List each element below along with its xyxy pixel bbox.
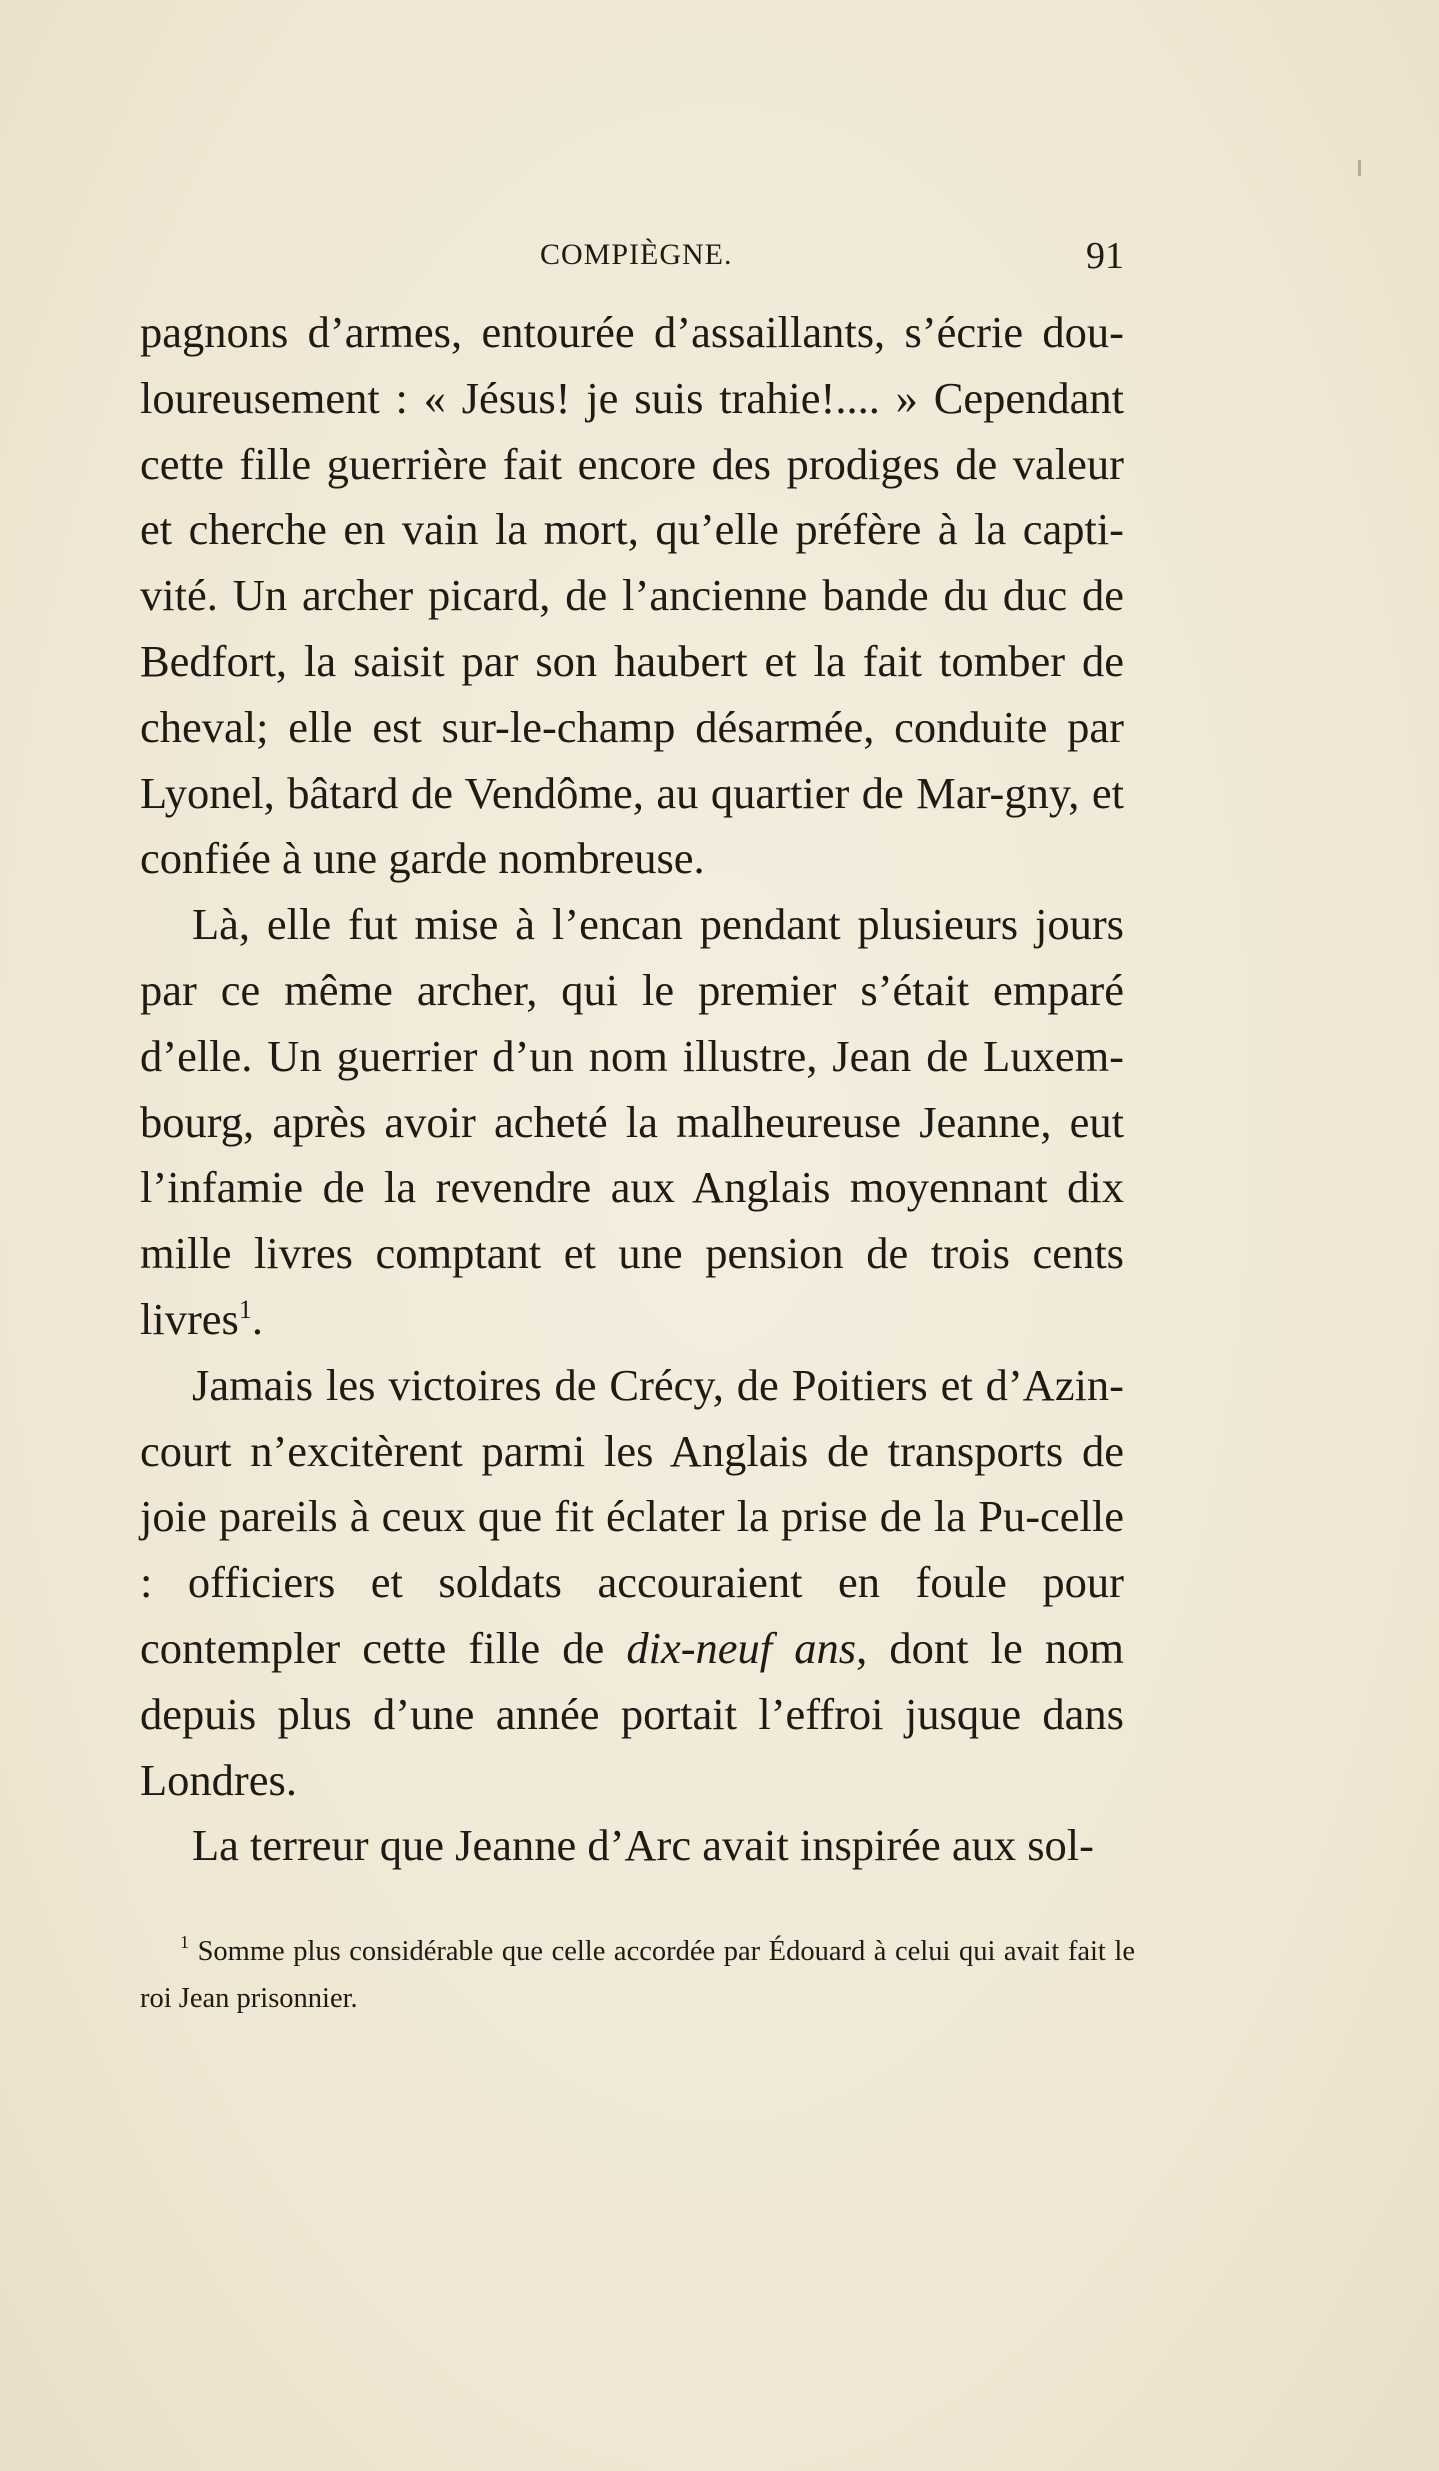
text-run: Jamais les victoires de Crécy, de Poitiers et d’Azin-court n’excitèrent parmi les Anglais de transports de joie pareils à ceux que fit éclater la prise de la Pu-celle : officiers et soldats accouraient en foule pour contempler cette fille de xyxy=(140,1359,1124,1673)
text-run: , dont le nom depuis plus d’une année portait l’effroi jusque dans Londres. xyxy=(140,1622,1125,1805)
text-run: La terreur que Jeanne d’Arc avait inspirée aux sol- xyxy=(192,1820,1094,1871)
text-run: pagnons d’armes, entourée d’assaillants, s’écrie dou-loureusement : « Jésus! je suis trahie!.... » Cependant cette fille guerrière fait encore des prodiges de valeur et cherche en vain la mort, qu’elle préfère à la capti-vité. Un archer picard, de l’ancienne bande du duc de Bedfort, la saisit par son haubert et la fait tomber de cheval; elle est sur-le-champ désarmée, conduite par Lyonel, bâtard de Vendôme, au quartier de Mar-gny, et confiée à une garde nombreuse. xyxy=(140,307,1124,884)
footnotes xyxy=(140,1928,1135,2022)
paragraph xyxy=(140,1353,1124,1814)
page-number: 91 xyxy=(1086,235,1124,277)
footnote-marker: 1 xyxy=(238,1294,252,1324)
footnote xyxy=(140,1928,1135,2022)
running-head: COMPIÈGNE. xyxy=(540,238,733,271)
paragraph xyxy=(140,892,1124,1353)
paragraph xyxy=(140,1813,1124,1879)
text-run: Là, elle fut mise à l’encan pendant plusieurs jours par ce même archer, qui le premier s’était emparé d’elle. Un guerrier d’un nom illustre, Jean de Luxem-bourg, après avoir acheté la malheureuse Jeanne, eut l’infamie de la revendre aux Anglais moyennant dix mille livres comptant et une pension de trois cents livres xyxy=(140,899,1124,1344)
text-run: . xyxy=(251,1293,263,1344)
italic-text: dix-neuf ans xyxy=(626,1622,857,1673)
paper-speck xyxy=(1358,160,1361,176)
paragraph xyxy=(140,300,1124,892)
footnote-text: Somme plus considérable que celle accordée par Édouard à celui qui avait fait le roi Jean prisonnier. xyxy=(140,1936,1135,2014)
body-text xyxy=(140,300,1124,1879)
page-header xyxy=(140,235,1124,288)
footnote-number: 1 xyxy=(180,1932,189,1952)
